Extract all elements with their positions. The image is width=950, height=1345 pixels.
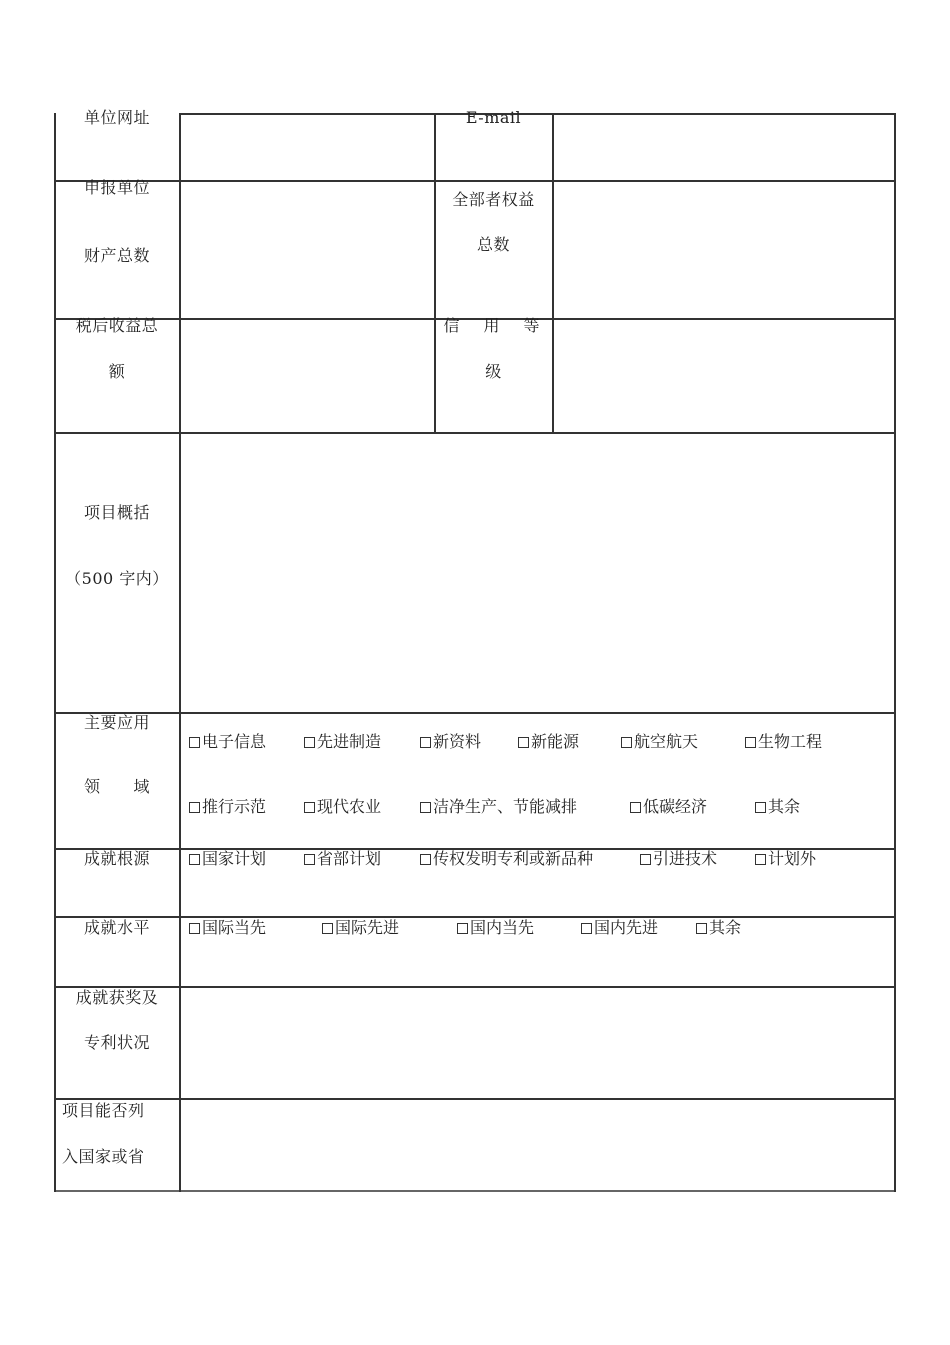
- middle-column-divider: [434, 113, 436, 433]
- assets-label-line1: 申报单位: [83, 178, 150, 197]
- domain-option[interactable]: 航空航天: [621, 732, 698, 752]
- checkbox-icon: [755, 854, 766, 865]
- checkbox-icon: [621, 737, 632, 748]
- checkbox-icon: [189, 802, 200, 813]
- checkbox-icon: [420, 802, 431, 813]
- source-option[interactable]: 传权发明专利或新品种: [420, 849, 593, 869]
- domain-option[interactable]: 新资料: [420, 732, 481, 752]
- profit-field[interactable]: [181, 320, 433, 431]
- checkbox-icon: [189, 854, 200, 865]
- table-left-border: [54, 113, 56, 1192]
- checkbox-icon: [745, 737, 756, 748]
- national-field[interactable]: [181, 1100, 893, 1189]
- table-bottom-border: [55, 1190, 896, 1192]
- level-option[interactable]: 国际当先: [189, 918, 266, 938]
- level-option[interactable]: 国内先进: [581, 918, 658, 938]
- source-option[interactable]: 引进技术: [640, 849, 717, 869]
- profit-label-line2: 额: [108, 362, 126, 381]
- credit-field[interactable]: [554, 320, 893, 431]
- domain-option[interactable]: 生物工程: [745, 732, 822, 752]
- domain-option[interactable]: 低碳经济: [630, 797, 707, 817]
- level-option[interactable]: 国内当先: [457, 918, 534, 938]
- website-label: 单位网址: [83, 108, 150, 127]
- email-label: E-mail: [465, 108, 522, 127]
- level-option[interactable]: 国际先进: [322, 918, 399, 938]
- table-right-border: [894, 113, 896, 1192]
- checkbox-icon: [581, 923, 592, 934]
- summary-field[interactable]: [181, 434, 893, 711]
- source-option[interactable]: 省部计划: [304, 849, 381, 869]
- national-label-line1: 项目能否列: [62, 1101, 145, 1120]
- summary-label-line2: （500 字内）: [65, 569, 169, 588]
- checkbox-icon: [304, 737, 315, 748]
- domain-option[interactable]: 先进制造: [304, 732, 381, 752]
- domain-label-line1: 主要应用: [83, 713, 150, 732]
- checkbox-icon: [304, 802, 315, 813]
- awards-label-line2: 专利状况: [83, 1033, 150, 1052]
- checkbox-icon: [304, 854, 315, 865]
- equity-field[interactable]: [554, 182, 893, 317]
- domain-option[interactable]: 其余: [755, 797, 800, 817]
- equity-label-line2: 总数: [476, 235, 510, 254]
- credit-label-line1: 信 用 等: [443, 316, 544, 335]
- checkbox-icon: [640, 854, 651, 865]
- domain-option[interactable]: 现代农业: [304, 797, 381, 817]
- assets-field[interactable]: [181, 182, 433, 317]
- row-divider: [55, 712, 896, 714]
- awards-label-line1: 成就获奖及: [75, 988, 159, 1007]
- checkbox-icon: [457, 923, 468, 934]
- checkbox-icon: [630, 802, 641, 813]
- domain-option[interactable]: 新能源: [518, 732, 579, 752]
- checkbox-icon: [420, 854, 431, 865]
- awards-field[interactable]: [181, 988, 893, 1097]
- equity-label-line1: 全部者权益: [452, 190, 535, 209]
- checkbox-icon: [189, 923, 200, 934]
- national-label-line2: 入国家或省: [62, 1147, 145, 1166]
- website-field[interactable]: [181, 115, 433, 179]
- assets-label-line2: 财产总数: [83, 246, 150, 265]
- checkbox-icon: [755, 802, 766, 813]
- source-label: 成就根源: [83, 849, 150, 868]
- checkbox-icon: [322, 923, 333, 934]
- domain-option[interactable]: 推行示范: [189, 797, 266, 817]
- email-field[interactable]: [554, 115, 893, 179]
- profit-label-line1: 税后收益总: [75, 316, 159, 335]
- checkbox-icon: [518, 737, 529, 748]
- credit-label-line2: 级: [485, 362, 502, 381]
- checkbox-icon: [696, 923, 707, 934]
- source-option[interactable]: 国家计划: [189, 849, 266, 869]
- source-option[interactable]: 计划外: [755, 849, 816, 869]
- domain-option[interactable]: 电子信息: [189, 732, 266, 752]
- domain-option[interactable]: 洁净生产、节能减排: [420, 797, 577, 817]
- checkbox-icon: [420, 737, 431, 748]
- summary-label-line1: 项目概括: [83, 503, 150, 522]
- level-label: 成就水平: [83, 918, 150, 937]
- checkbox-icon: [189, 737, 200, 748]
- level-option[interactable]: 其余: [696, 918, 741, 938]
- domain-label-line2: 领 域: [83, 777, 150, 796]
